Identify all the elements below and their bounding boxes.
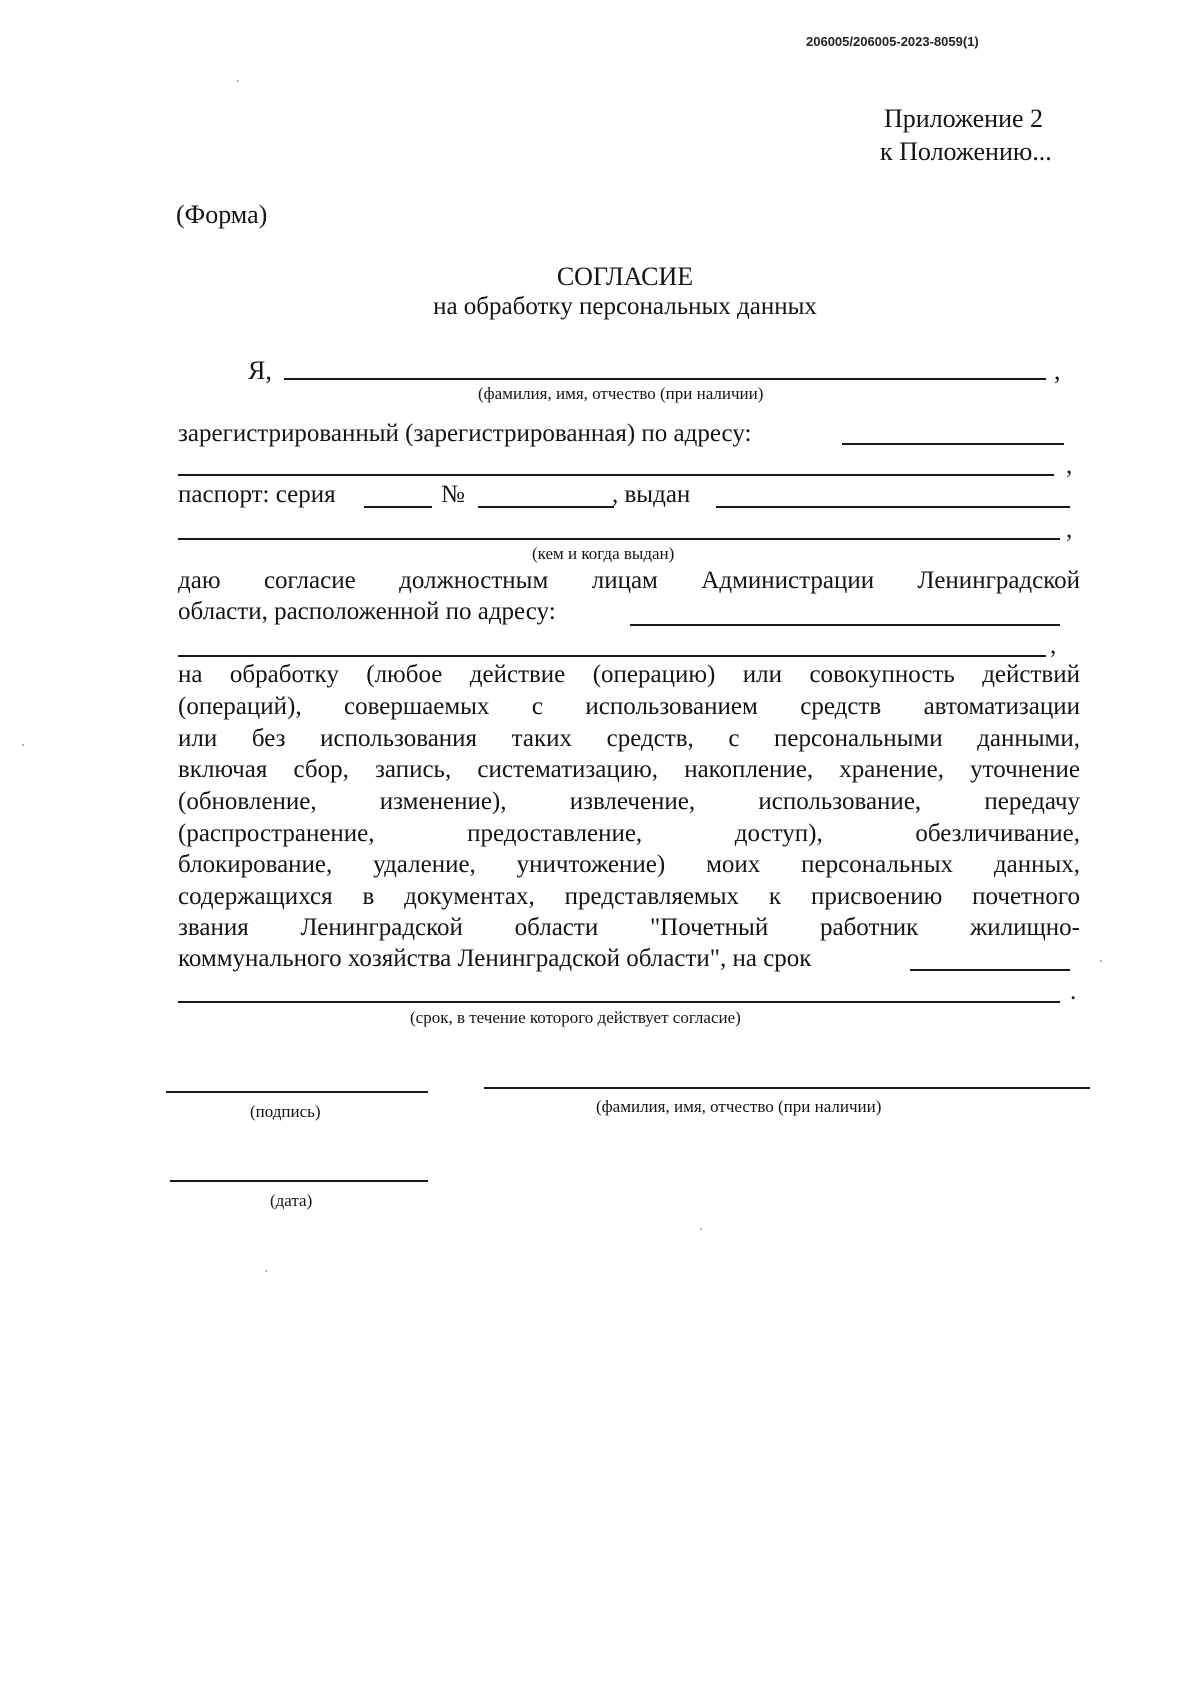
processing-line-8: содержащихся в документах, представляемых к присвоению почетного	[178, 883, 1080, 910]
appendix-line-2: к Положению...	[880, 137, 1052, 166]
document-subtitle: на обработку персональных данных	[433, 293, 817, 320]
issued-input-line-2[interactable]	[178, 538, 1060, 540]
scan-speck	[22, 744, 24, 746]
name-suffix: ,	[1054, 356, 1061, 385]
passport-label: паспорт: серия	[178, 481, 336, 508]
processing-line-3: или без использования таких средств, с персональными данными,	[178, 725, 1080, 752]
address-input-line-1[interactable]	[842, 443, 1064, 445]
issued-caption: (кем и когда выдан)	[532, 544, 675, 563]
passport-series-line[interactable]	[364, 506, 432, 508]
scan-speck	[265, 1270, 267, 1272]
passport-number-label: №	[441, 481, 465, 508]
address-input-line-2[interactable]	[178, 474, 1054, 476]
processing-line-1: на обработку (любое действие (операцию) или совокупность действий	[178, 661, 1080, 688]
org-address-line-2[interactable]	[178, 655, 1046, 657]
issued-suffix: ,	[1066, 516, 1073, 543]
name-input-line[interactable]	[284, 378, 1046, 380]
consent-line-2: области, расположенной по адресу:	[178, 598, 556, 625]
passport-number-line[interactable]	[478, 506, 614, 508]
form-label: (Форма)	[176, 200, 268, 229]
date-caption: (дата)	[270, 1191, 313, 1210]
term-input-line-2[interactable]	[178, 1001, 1060, 1003]
consent-line-1: даю согласие должностным лицам Администрации Ленинградской	[178, 567, 1080, 594]
scan-speck	[1100, 960, 1102, 962]
name-caption: (фамилия, имя, отчество (при наличии)	[478, 384, 764, 403]
org-address-suffix: ,	[1050, 632, 1057, 659]
processing-line-2: (операций), совершаемых с использованием средств автоматизации	[178, 693, 1080, 720]
processing-line-4: включая сбор, запись, систематизацию, накопление, хранение, уточнение	[178, 756, 1080, 783]
fullname-caption: (фамилия, имя, отчество (при наличии)	[596, 1097, 882, 1116]
scan-speck	[237, 80, 239, 82]
fullname-line[interactable]	[484, 1087, 1090, 1089]
term-input-line-1[interactable]	[910, 969, 1070, 971]
scan-speck	[700, 1228, 702, 1230]
name-prefix: Я,	[248, 356, 272, 385]
processing-line-9: звания Ленинградской области "Почетный работник жилищно-	[178, 914, 1080, 941]
appendix-line-1: Приложение 2	[884, 104, 1044, 133]
processing-line-7: блокирование, удаление, уничтожение) моих персональных данных,	[178, 851, 1080, 878]
signature-caption: (подпись)	[250, 1102, 321, 1121]
processing-line-6: (распространение, предоставление, доступ), обезличивание,	[178, 820, 1080, 847]
date-line[interactable]	[170, 1180, 428, 1182]
document-number: 206005/206005-2023-8059(1)	[806, 34, 979, 49]
address-label: зарегистрированный (зарегистрированная) по адресу:	[178, 420, 752, 447]
org-address-line-1[interactable]	[630, 624, 1060, 626]
term-caption: (срок, в течение которого действует согласие)	[410, 1008, 741, 1027]
document-title: СОГЛАСИЕ	[556, 262, 694, 291]
issued-input-line-1[interactable]	[716, 506, 1070, 508]
processing-line-5: (обновление, изменение), извлечение, использование, передачу	[178, 788, 1080, 815]
issued-label: , выдан	[612, 481, 691, 508]
address-suffix: ,	[1066, 452, 1073, 479]
signature-line[interactable]	[166, 1091, 428, 1093]
term-line: коммунального хозяйства Ленинградской области", на срок	[178, 945, 812, 972]
term-suffix: .	[1070, 978, 1077, 1005]
